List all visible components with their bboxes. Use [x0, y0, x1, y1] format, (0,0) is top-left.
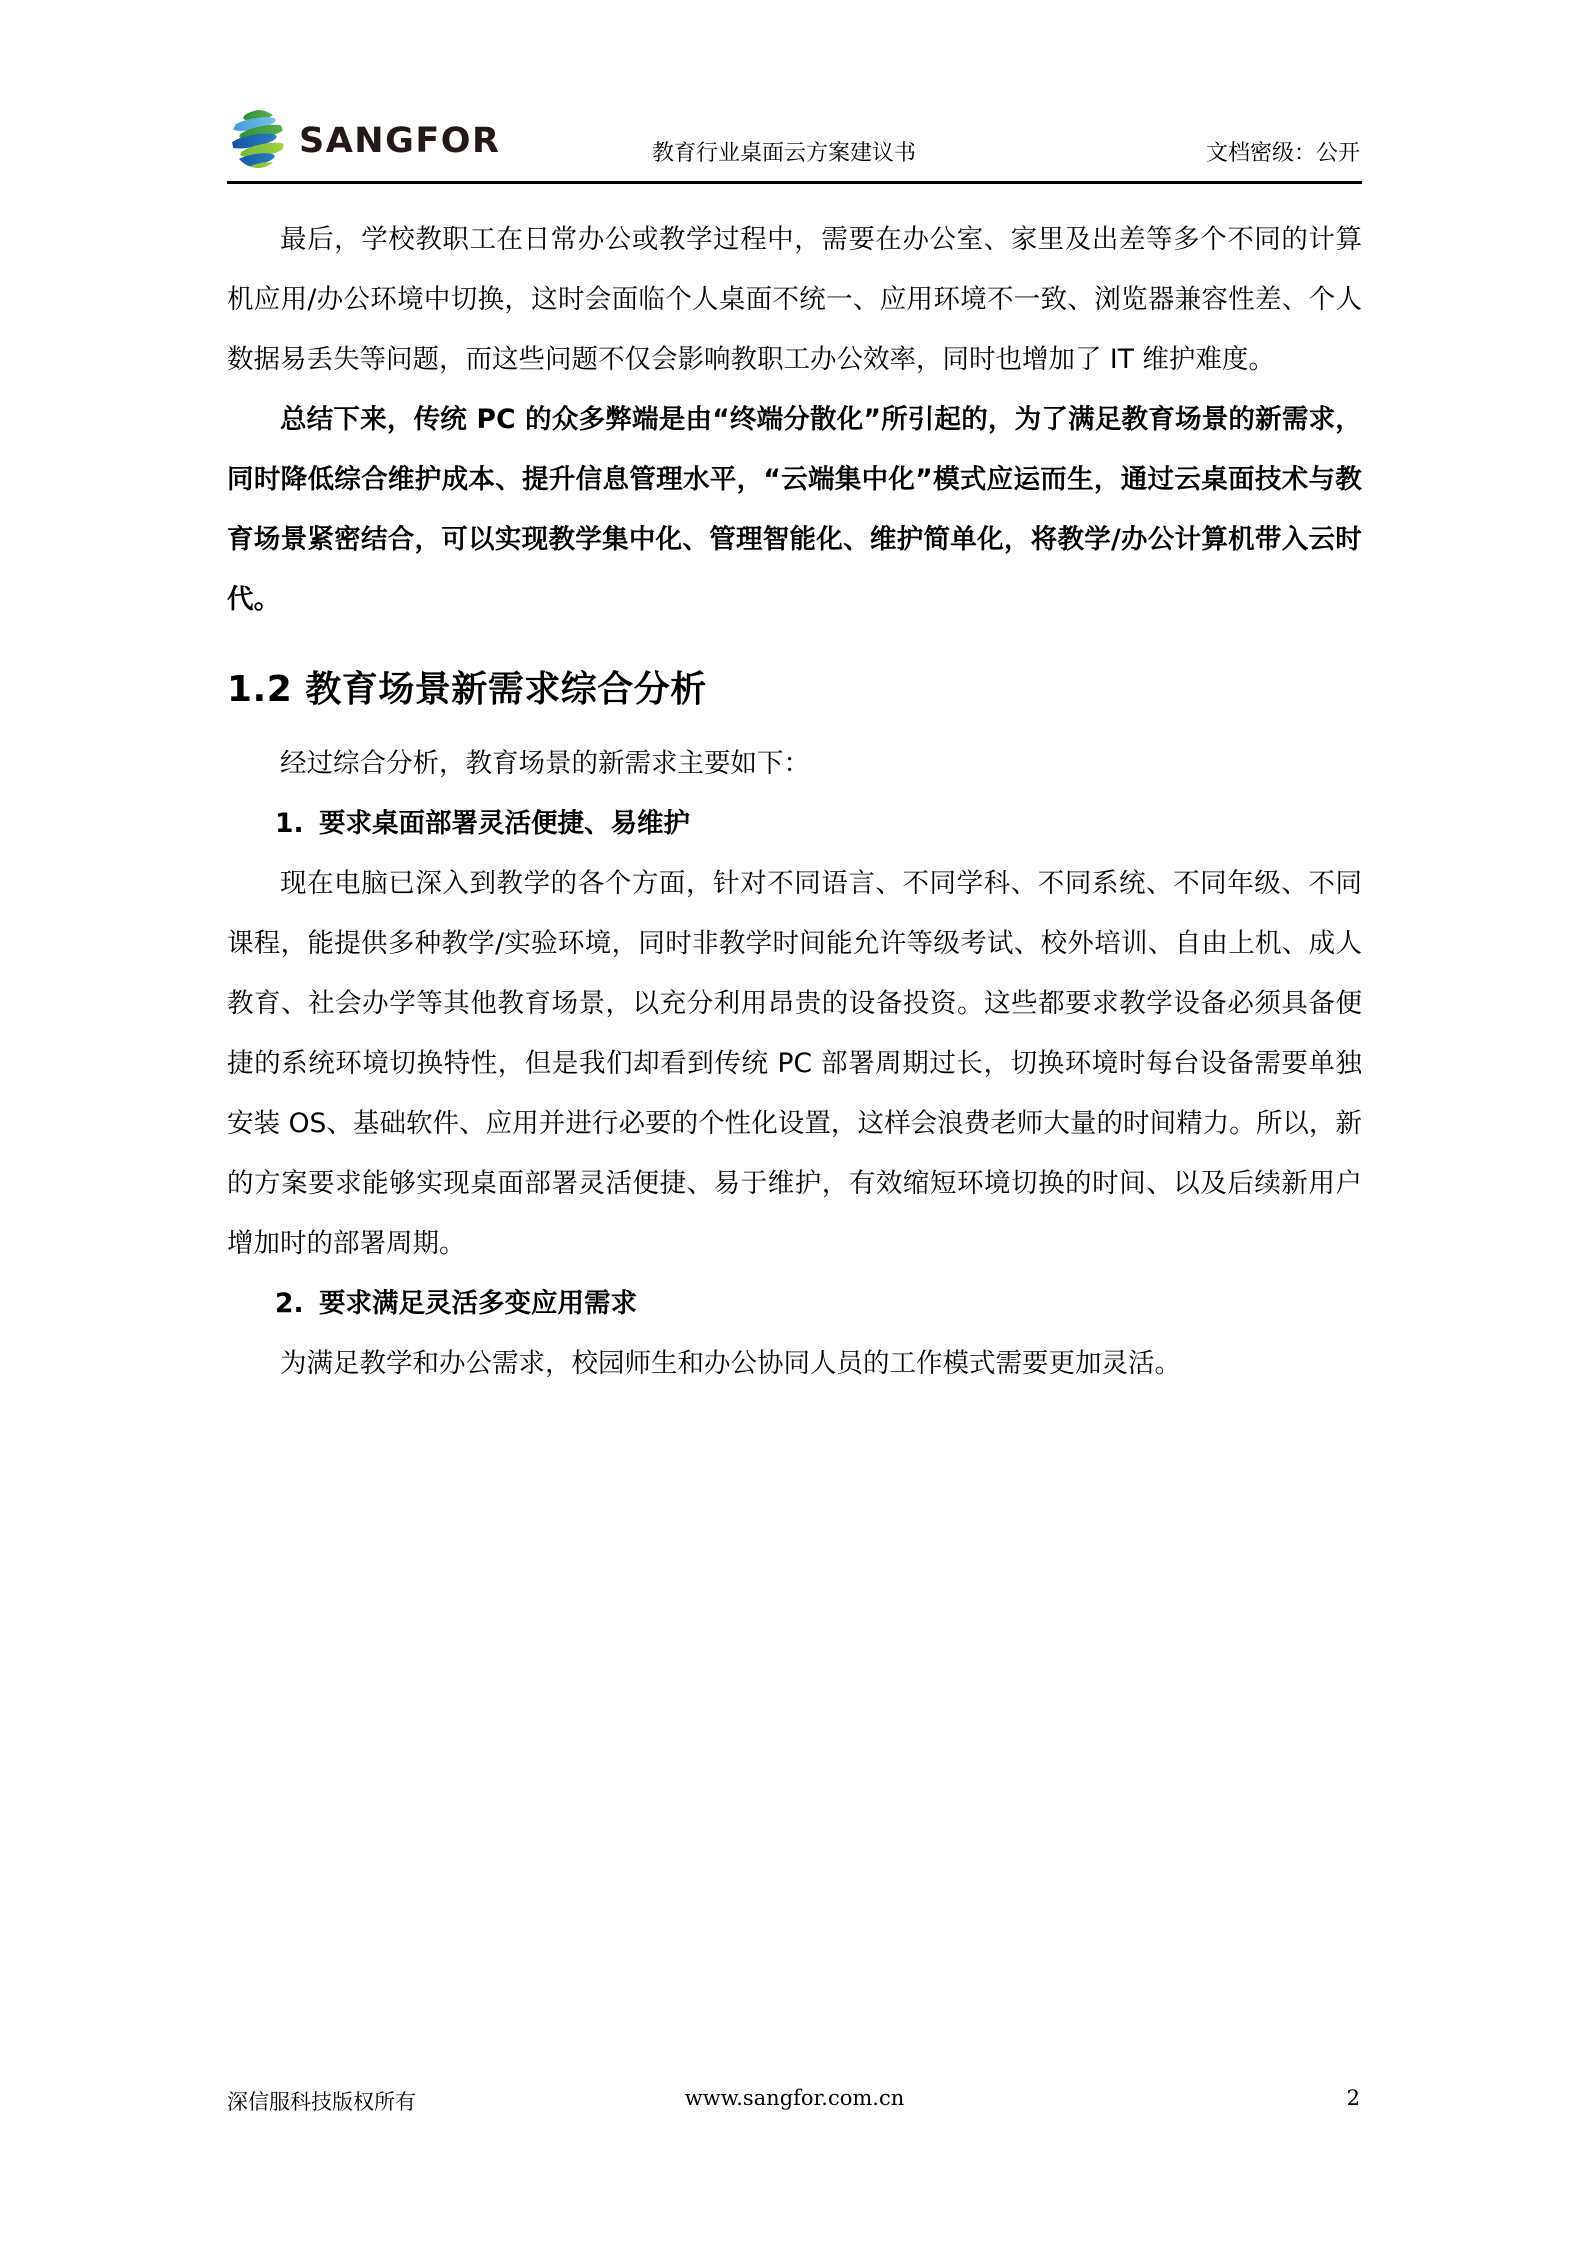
paragraph-1: 最后，学校教职工在日常办公或教学过程中，需要在办公室、家里及出差等多个不同的计算机应用/办公环境中切换，这时会面临个人桌面不统一、应用环境不一致、浏览器兼容性差、个人数据易丢失等问题，而这些问题不仅会影响教职工办公效率，同时也增加了 IT 维护难度。 [227, 224, 1362, 375]
footer-website: www.sangfor.com.cn [684, 2086, 905, 2110]
list-item-1-number: 1. [275, 808, 304, 839]
paragraph-3-intro: 经过综合分析，教育场景的新需求主要如下： [280, 748, 810, 779]
footer-copyright: 深信服科技版权所有 [227, 2090, 416, 2114]
header-document-title: 教育行业桌面云方案建议书 [652, 141, 917, 166]
brand-wordmark: SANGFOR [299, 120, 501, 161]
paragraph-5: 为满足教学和办公需求，校园师生和办公协同人员的工作模式需要更加灵活。 [280, 1348, 1181, 1379]
list-item-1-heading [227, 794, 1362, 854]
footer-page-number: 2 [1346, 2086, 1360, 2110]
paragraph-2-summary: 总结下来，传统 PC 的众多弊端是由“终端分散化”所引起的，为了满足教育场景的新需求，同时降低综合维护成本、提升信息管理水平，“云端集中化”模式应运而生，通过云桌面技术与教育场景紧密结合，可以实现教学集中化、管理智能化、维护简单化，将教学/办公计算机带入云时代。 [227, 404, 1362, 615]
list-item-2-number: 2. [275, 1288, 304, 1319]
list-item-2-heading [227, 1274, 1362, 1334]
header-classification: 文档密级：公开 [1205, 141, 1360, 166]
brand-logo [227, 97, 500, 177]
sangfor-globe-logo-icon [227, 105, 289, 169]
spacer [227, 720, 1362, 734]
page-footer [227, 2086, 1362, 2126]
section-heading-1-2: 1.2 教育场景新需求综合分析 [227, 669, 707, 710]
list-item-1-title: 要求桌面部署灵活便捷、易维护 [319, 808, 690, 839]
list-item-2-title: 要求满足灵活多变应用需求 [319, 1288, 637, 1319]
paragraph-4: 现在电脑已深入到教学的各个方面，针对不同语言、不同学科、不同系统、不同年级、不同课程，能提供多种教学/实验环境，同时非教学时间能允许等级考试、校外培训、自由上机、成人教育、社会办学等其他教育场景，以充分利用昂贵的设备投资。这些都要求教学设备必须具备便捷的系统环境切换特性，但是我们却看到传统 PC 部署周期过长，切换环境时每台设备需要单独安装 OS、基础软件、应用并进行必要的个性化设置，这样会浪费老师大量的时间精力。所以，新的方案要求能够实现桌面部署灵活便捷、易于维护，有效缩短环境切换的时间、以及后续新用户增加时的部署周期。 [227, 868, 1362, 1259]
document-body [227, 210, 1362, 1394]
page-header [227, 92, 1362, 184]
spacer [227, 630, 1362, 660]
